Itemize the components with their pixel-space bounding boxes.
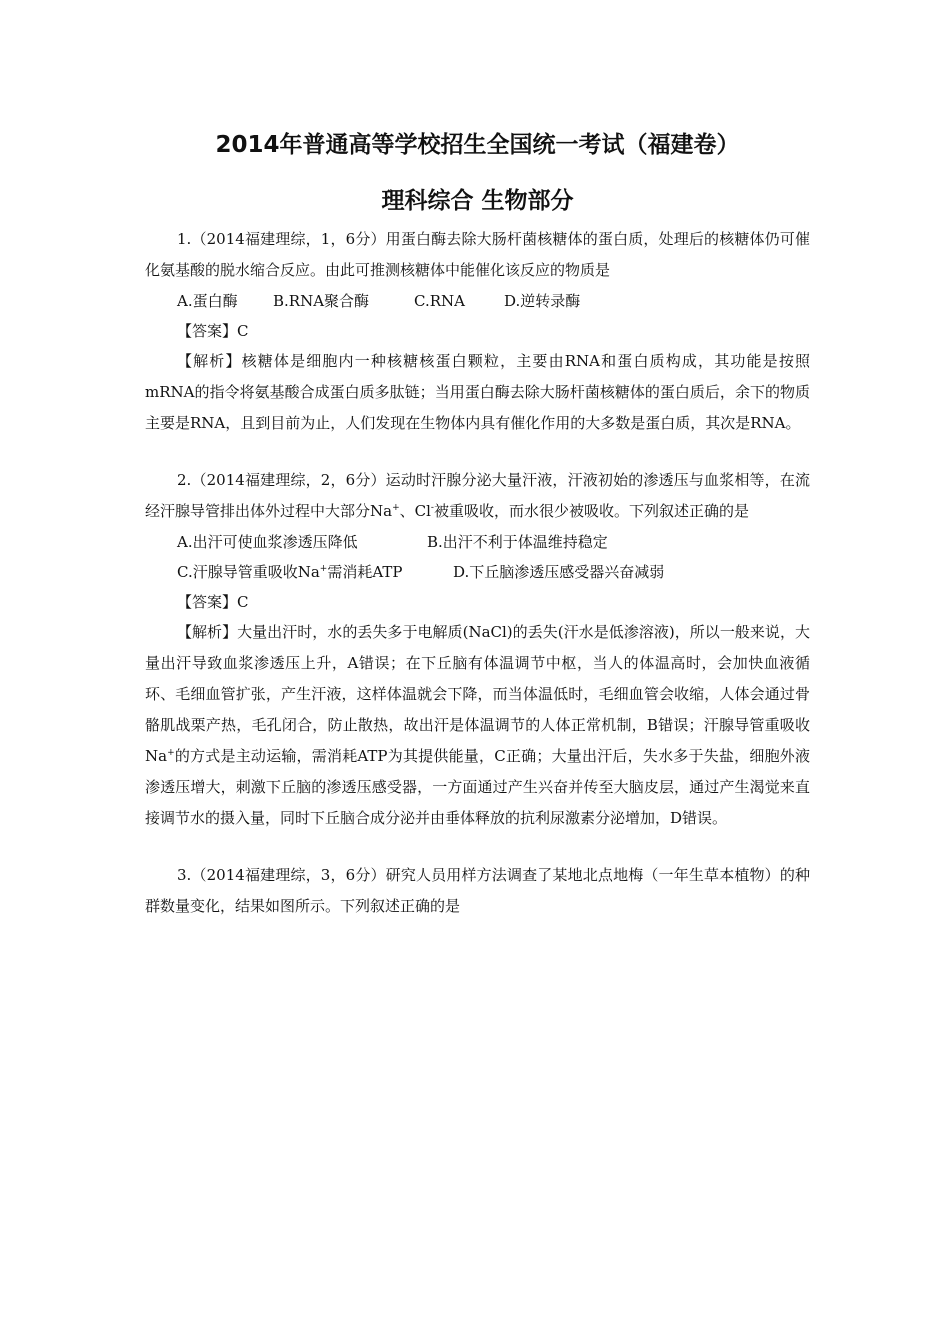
question-1-stem: 1.（2014福建理综，1，6分）用蛋白酶去除大肠杆菌核糖体的蛋白质，处理后的核糖体仍可催化氨基酸的脱水缩合反应。由此可推测核糖体中能催化该反应的物质是 <box>145 230 810 279</box>
spacer <box>145 439 810 465</box>
superscript-plus: + <box>167 748 175 758</box>
q2-stem-part: 被重吸收，而水很少被吸收。下列叙述正确的是 <box>433 502 749 520</box>
q2-stem-part: 、Cl <box>399 502 431 520</box>
q2-analysis-part: 的方式是主动运输，需消耗ATP为其提供能量，C正确；大量出汗后，失水多于失盐，细胞外液渗透压增大，刺激下丘脑的渗透压感受器，一方面通过产生兴奋并传至大脑皮层，通过产生渴觉来直接调节水的摄入量，同时下丘脑合成分泌并由垂体释放的抗利尿激素分泌增加，D错误。 <box>145 747 810 827</box>
q2-option-c-part: 需消耗ATP <box>327 563 403 581</box>
question-1-analysis: 【解析】核糖体是细胞内一种核糖核蛋白颗粒，主要由RNA和蛋白质构成，其功能是按照mRNA的指令将氨基酸合成蛋白质多肽链；当用蛋白酶去除大肠杆菌核糖体的蛋白质后，余下的物质主要是RNA，且到目前为止，人们发现在生物体内具有催化作用的大多数是蛋白质，其次是RNA。 <box>145 352 810 432</box>
superscript-plus: + <box>319 564 328 574</box>
question-3-stem: 3.（2014福建理综，3，6分）研究人员用样方法调查了某地北点地梅（一年生草本植物）的种群数量变化，结果如图所示。下列叙述正确的是 <box>145 866 810 915</box>
question-1-answer: 【答案】C <box>177 322 249 340</box>
q2-option-d: D.下丘脑渗透压感受器兴奋减弱 <box>453 563 665 581</box>
q2-option-b: B.出汗不利于体温维持稳定 <box>427 533 608 551</box>
superscript-plus: + <box>392 503 400 513</box>
question-2-options-row-1 <box>145 527 810 557</box>
question-2-options-row-2 <box>145 557 810 587</box>
question-1-options <box>145 286 810 316</box>
q1-option-c: C.RNA <box>414 292 465 310</box>
q1-option-a: A.蛋白酶 <box>177 292 238 310</box>
q1-option-b: B.RNA聚合酶 <box>273 292 370 310</box>
spacer <box>145 834 810 860</box>
document-page <box>145 130 810 922</box>
q2-option-c-part: C.汗腺导管重吸收Na <box>177 563 320 581</box>
q2-option-a: A.出汗可使血浆渗透压降低 <box>177 533 358 551</box>
question-2-answer: 【答案】C <box>177 593 249 611</box>
q2-analysis-part: 【解析】大量出汗时，水的丢失多于电解质(NaCl)的丢失(汗水是低渗溶液)，所以一般来说，大量出汗导致血浆渗透压上升，A错误；在下丘脑有体温调节中枢，当人的体温高时，会加快血液循环、毛细血管扩张，产生汗液，这样体温就会下降，而当体温低时，毛细血管会收缩，人体会通过骨骼肌战栗产热，毛孔闭合，防止散热，故出汗是体温调节的人体正常机制，B错误；汗腺导管重吸收Na <box>145 623 810 765</box>
question-2-analysis <box>145 617 810 834</box>
q1-option-d: D.逆转录酶 <box>504 292 581 310</box>
q2-stem-part: 2.（2014福建理综，2，6分）运动时汗腺分泌大量汗液，汗液初始的渗透压与血浆相等，在流经汗腺导管排出体外过程中大部分Na <box>145 471 810 520</box>
q2-option-c <box>177 557 453 587</box>
question-2-stem <box>145 465 810 527</box>
exam-subtitle: 理科综合 生物部分 <box>381 188 574 214</box>
superscript-minus: - <box>430 503 434 513</box>
exam-title: 2014年普通高等学校招生全国统一考试（福建卷） <box>215 132 740 158</box>
